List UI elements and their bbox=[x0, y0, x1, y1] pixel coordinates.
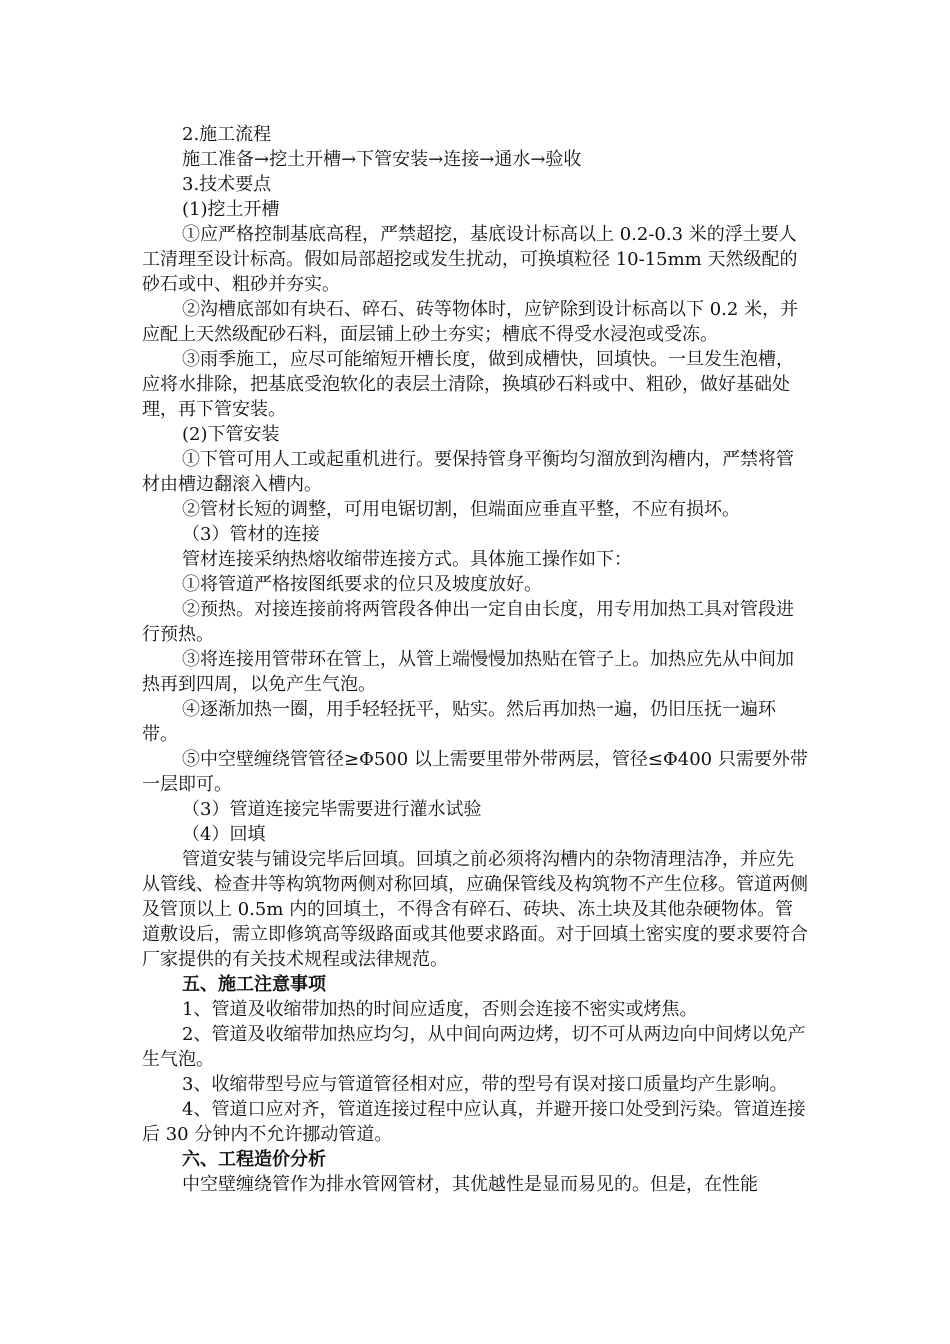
paragraph: （3）管材的连接 bbox=[182, 524, 320, 545]
section-heading: 五、施工注意事项 bbox=[182, 974, 326, 995]
paragraph: （3）管道连接完毕需要进行灌水试验 bbox=[182, 799, 482, 820]
paragraph: 施工准备→挖土开槽→下管安装→连接→通水→验收 bbox=[182, 149, 582, 170]
paragraph: (2)下管安装 bbox=[182, 424, 280, 445]
paragraph: 1、管道及收缩带加热的时间应适度，否则会连接不密实或烤焦。 bbox=[182, 999, 698, 1020]
paragraph: ②管材长短的调整，可用电锯切割，但端面应垂直平整，不应有损坏。 bbox=[182, 499, 740, 520]
paragraph: 3、收缩带型号应与管道管径相对应，带的型号有误对接口质量均产生影响。 bbox=[182, 1074, 788, 1095]
section-heading: 六、工程造价分析 bbox=[182, 1149, 326, 1170]
paragraph: 2、管道及收缩带加热应均匀，从中间向两边烤，切不可从两边向中间烤以免产生气泡。 bbox=[142, 1024, 806, 1070]
paragraph: ①应严格控制基底高程，严禁超挖，基底设计标高以上 0.2-0.3 米的浮土要人工清理至设计标高。假如局部超挖或发生扰动，可换填粒径 10-15mm 天然级配的砂石或中、粗砂并夯实。 bbox=[142, 224, 798, 295]
paragraph: 管道安装与铺设完毕后回填。回填之前必须将沟槽内的杂物清理洁净，并应先从管线、检查井等构筑物两侧对称回填，应确保管线及构筑物不产生位移。管道两侧及管顶以上 0.5m 内的回填土，不得含有碎石、砖块、冻土块及其他杂硬物体。管道敷设后，需立即修筑高等级路面或其他要求路面。对于回填土密实度的要求要符合厂家提供的有关技术规程或法律规范。 bbox=[142, 849, 808, 970]
paragraph: 中空壁缠绕管作为排水管网管材，其优越性是显而易见的。但是，在性能 bbox=[182, 1174, 758, 1195]
paragraph: ②沟槽底部如有块石、碎石、砖等物体时，应铲除到设计标高以下 0.2 米，并应配上天然级配砂石料，面层铺上砂土夯实；槽底不得受水浸泡或受冻。 bbox=[142, 299, 799, 345]
paragraph: ④逐渐加热一圈，用手轻轻抚平，贴实。然后再加热一遍，仍旧压抚一遍环带。 bbox=[142, 699, 776, 745]
paragraph: 管材连接采纳热熔收缩带连接方式。具体施工操作如下： bbox=[182, 549, 632, 570]
paragraph: ②预热。对接连接前将两管段各伸出一定自由长度，用专用加热工具对管段进行预热。 bbox=[142, 599, 794, 645]
paragraph: （4）回填 bbox=[182, 824, 266, 845]
paragraph: 4、管道口应对齐，管道连接过程中应认真，并避开接口处受到污染。管道连接后 30 分钟内不允许挪动管道。 bbox=[142, 1099, 806, 1145]
paragraph: ①将管道严格按图纸要求的位只及坡度放好。 bbox=[182, 574, 542, 595]
paragraph: 3.技术要点 bbox=[182, 174, 272, 195]
paragraph: ③雨季施工，应尽可能缩短开槽长度，做到成槽快，回填快。一旦发生泡槽，应将水排除，把基底受泡软化的表层土清除，换填砂石料或中、粗砂，做好基础处理，再下管安装。 bbox=[142, 349, 794, 420]
paragraph: ③将连接用管带环在管上，从管上端慢慢加热贴在管子上。加热应先从中间加热再到四周，以免产生气泡。 bbox=[142, 649, 794, 695]
paragraph: 2.施工流程 bbox=[182, 124, 272, 145]
paragraph: ①下管可用人工或起重机进行。要保持管身平衡均匀溜放到沟槽内，严禁将管材由槽边翻滚入槽内。 bbox=[142, 449, 794, 495]
document-body bbox=[142, 122, 810, 1197]
paragraph: (1)挖土开槽 bbox=[182, 199, 280, 220]
paragraph: ⑤中空壁缠绕管管径≥Φ500 以上需要里带外带两层，管径≤Φ400 只需要外带一层即可。 bbox=[142, 749, 808, 795]
